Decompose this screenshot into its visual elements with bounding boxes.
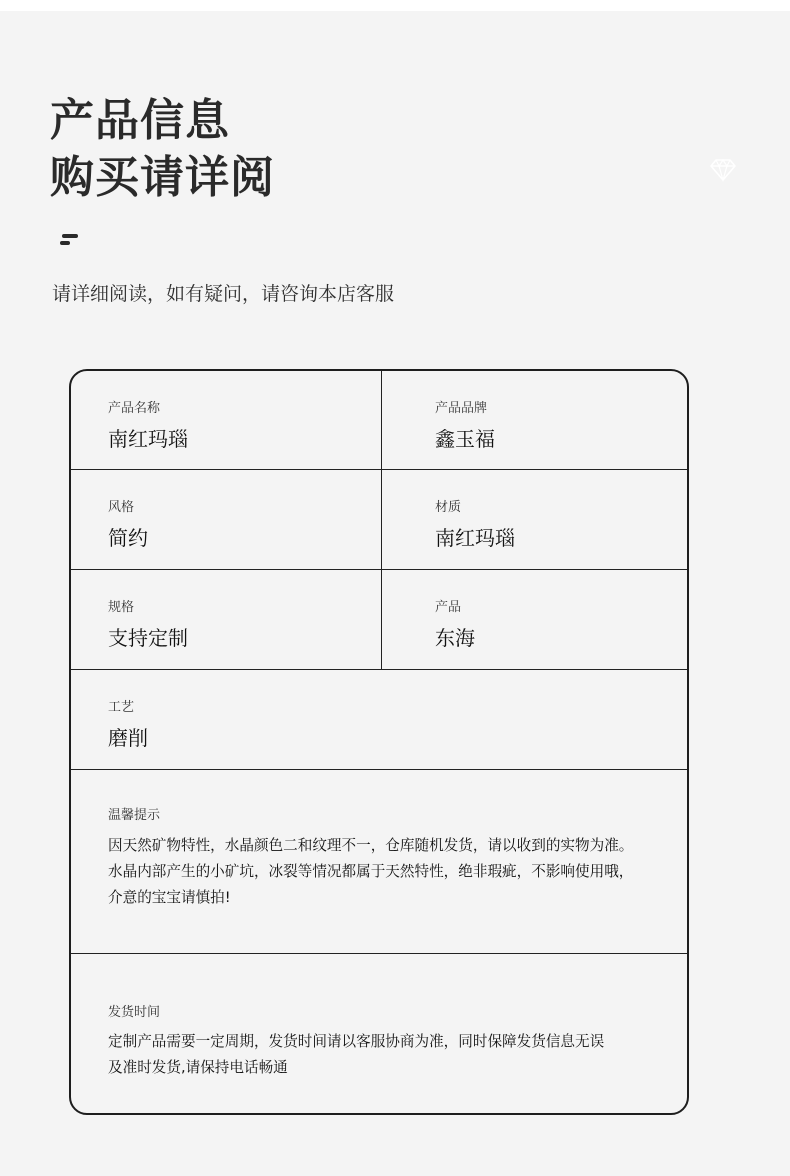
cell-craft: [71, 670, 687, 769]
cell-style: [71, 470, 382, 569]
cell-material: [382, 470, 689, 569]
info-row-shipping: [71, 954, 687, 1115]
style-label: 风格: [108, 500, 135, 515]
origin-value: 东海: [435, 626, 475, 650]
cell-tips: [71, 770, 687, 953]
product-name-value: 南红玛瑙: [108, 427, 188, 451]
dash-lines-icon: [60, 233, 80, 247]
subtitle: 请详细阅读，如有疑问，请咨询本店客服: [52, 283, 395, 305]
info-row-craft: [71, 670, 687, 770]
material-label: 材质: [435, 500, 462, 515]
shipping-line-2: 及准时发货,请保持电话畅通: [108, 1059, 288, 1076]
tips-line-1: 因天然矿物特性，水晶颜色二和纹理不一，仓库随机发货，请以收到的实物为准。: [108, 837, 634, 854]
cell-product-name: [71, 371, 382, 469]
cell-product-brand: [382, 371, 689, 469]
product-info-card: [69, 369, 689, 1115]
tips-line-3: 介意的宝宝请慎拍!: [108, 889, 231, 906]
craft-value: 磨削: [108, 726, 148, 750]
info-row-name-brand: [71, 371, 687, 470]
spec-label: 规格: [108, 600, 135, 615]
style-value: 简约: [108, 526, 148, 550]
spec-value: 支持定制: [108, 626, 188, 650]
page-background: [0, 11, 790, 1176]
shipping-label: 发货时间: [108, 1005, 161, 1020]
diamond-icon: [710, 156, 736, 182]
shipping-line-1: 定制产品需要一定周期，发货时间请以客服协商为准，同时保障发货信息无误: [108, 1033, 605, 1050]
info-row-style-material: [71, 470, 687, 570]
page-title-line2: 购买请详阅: [50, 152, 275, 203]
origin-label: 产品: [435, 600, 462, 615]
info-row-spec-origin: [71, 570, 687, 670]
product-brand-label: 产品品牌: [435, 401, 488, 416]
info-row-tips: [71, 770, 687, 954]
product-name-label: 产品名称: [108, 401, 161, 416]
cell-spec: [71, 570, 382, 669]
tips-label: 温馨提示: [108, 808, 161, 823]
product-brand-value: 鑫玉福: [435, 427, 495, 451]
cell-shipping: [71, 954, 687, 1115]
tips-line-2: 水晶内部产生的小矿坑，冰裂等情况都属于天然特性，绝非瑕疵，不影响使用哦，: [108, 863, 634, 880]
page-title: 产品信息: [50, 95, 230, 146]
craft-label: 工艺: [108, 700, 135, 715]
cell-origin: [382, 570, 689, 669]
material-value: 南红玛瑙: [435, 526, 515, 550]
